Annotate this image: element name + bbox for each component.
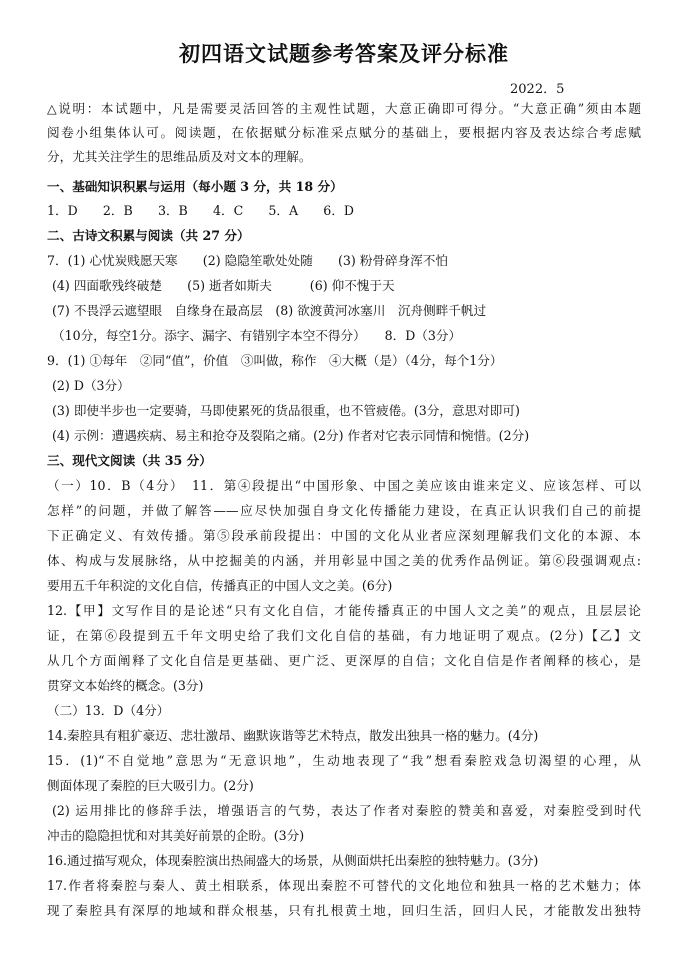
text-line: (4) 四面歌残终破楚 (5) 逝者如斯夫 (6) 仰不愧于天 xyxy=(52,278,395,293)
text-line: 体、构成与发展脉络，从中挖掘美的内涵，并用彰显中国之美的优秀作品例证。第⑥段强调观点: xyxy=(47,553,641,568)
text-line: 16.通过描写观众，体现秦腔演出热闹盛大的场景，从侧面烘托出秦腔的独特魅力。(3分) xyxy=(47,853,539,868)
text-line: (3) 即使半步也一定要骑，马即使累死的货品很重，也不管疲倦。(3分，意思对即可) xyxy=(52,403,520,418)
text-line: (4) 示例：遭遇疾病、易主和抢夺及裂陷之痛。(2分) 作者对它表示同情和惋惜。(2分) xyxy=(52,428,530,443)
text-line: 侧面体现了秦腔的巨大吸引力。(2分) xyxy=(47,778,254,793)
text-line: （10分，每空1分。添字、漏字、有错别字本空不得分） 8．D（3分） xyxy=(52,328,462,343)
text-line: 怎样”的问题，并做了解答——应尽快加强自身文化传播能力建设，在真正认识我们自己的前提 xyxy=(47,503,641,518)
text-line: 1．D 2．B 3．B 4．C 5．A 6．D xyxy=(47,203,355,218)
text-line: 12.【甲】文写作目的是论述“只有文化自信，才能传播真正的中国人文之美”的观点，且层层论 xyxy=(47,603,641,618)
text-line: 贯穿文本始终的概念。(3分) xyxy=(47,678,204,693)
section-heading: 一、基础知识积累与运用（每小题 3 分，共 18 分） xyxy=(47,179,343,194)
text-line: （一）10．B（4分） 11．第④段提出“中国形象、中国之美应该由谁来定义、应该怎样、可以 xyxy=(47,478,641,493)
text-line: 17.作者将秦腔与秦人、黄土相联系，体现出秦腔不可替代的文化地位和独具一格的艺术魅力；体 xyxy=(47,878,641,893)
text-line: 分，尤其关注学生的思维品质及对文本的理解。 xyxy=(47,149,312,164)
text-line: 7．(1) 心忧炭贱愿天寒 (2) 隐隐笙歌处处随 (3) 粉骨碎身浑不怕 xyxy=(47,253,448,268)
text-line: 阅卷小组集体认可。阅读题，在依据赋分标准采点赋分的基础上，要根据内容及表达综合考虑赋 xyxy=(47,125,641,140)
text-line: 冲击的隐隐担忧和对其美好前景的企盼。(3分) xyxy=(47,828,305,843)
section-heading: 三、现代文阅读（共 35 分） xyxy=(47,453,212,468)
text-line: (2) 运用排比的修辞手法，增强语言的气势，表达了作者对秦腔的赞美和喜爱，对秦腔受到时代 xyxy=(52,803,641,818)
date: 2022．5 xyxy=(510,82,565,97)
text-line: （二）13．D（4分） xyxy=(47,703,170,718)
text-line: 现了秦腔具有深厚的地域和群众根基，只有扎根黄土地，回归生活，回归人民，才能散发出独特 xyxy=(47,903,641,918)
text-line: (2) D（3分） xyxy=(52,378,130,393)
page-title: 初四语文试题参考答案及评分标准 xyxy=(179,42,509,66)
text-line: 14.秦腔具有粗犷豪迈、悲壮激昂、幽默诙谐等艺术特点，散发出独具一格的魅力。(4分) xyxy=(47,728,539,743)
text-line: 下正确定义、有效传播。第⑤段承前段提出：中国的文化从业者应深刻理解我们文化的本源、本 xyxy=(47,528,641,543)
text-line: △说明：本试题中，凡是需要灵活回答的主观性试题，大意正确即可得分。“大意正确”须由本题 xyxy=(47,101,641,116)
text-line: 证，在第⑥段提到五千年文明史给了我们文化自信的基础，有力地证明了观点。(2分)【乙】文 xyxy=(47,628,641,643)
text-line: (7) 不畏浮云遮望眼 自缘身在最高层 (8) 欲渡黄河冰塞川 沉舟侧畔千帆过 xyxy=(52,303,487,318)
section-heading: 二、古诗文积累与阅读（共 27 分） xyxy=(47,228,250,243)
text-line: 15．(1)“不自觉地”意思为“无意识地”，生动地表现了“我”想看秦腔戏急切渴望的心理，从 xyxy=(47,753,641,768)
text-line: 9．(1) ①每年 ②同“值”，价值 ③叫做，称作 ④大概（是）（4分，每个1分） xyxy=(47,353,503,368)
text-line: 从几个方面阐释了文化自信是更基础、更广泛、更深厚的自信；文化自信是作者阐释的核心，是 xyxy=(47,653,641,668)
text-line: 要用五千年积淀的文化自信，传播真正的中国人文之美。(6分) xyxy=(47,578,393,593)
